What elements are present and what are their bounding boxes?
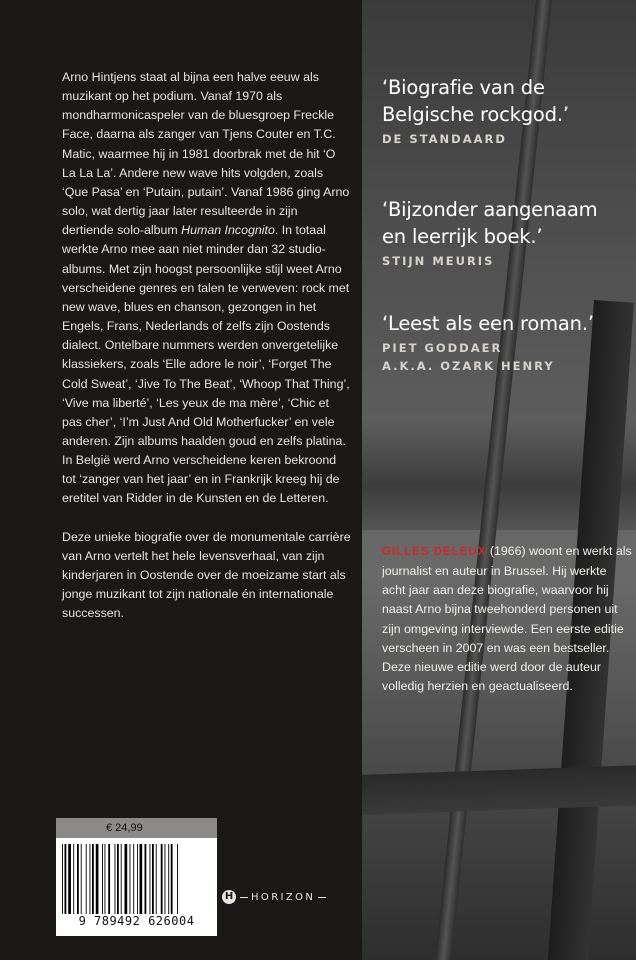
barcode-box	[56, 818, 217, 936]
barcode-stripe	[125, 844, 128, 914]
quote-line: ‘Biografie van de	[382, 76, 545, 99]
barcode-stripe	[133, 844, 134, 914]
barcode-stripe	[115, 844, 116, 914]
quote-source: DE STANDAARD	[382, 132, 507, 146]
album-title: Human Incognito	[181, 223, 275, 238]
barcode-stripe	[92, 844, 94, 914]
review-quote-1	[382, 74, 569, 148]
publisher-name: HORIZON	[251, 891, 316, 903]
blurb-paragraph-2: Deze unieke biografie over de monumentale carrière van Arno vertelt het hele levensverhaal, van zijn kinderjaren in Oostende over de moeizame start als jonge muzikant tot zijn nationale én internationale successen.	[62, 529, 351, 621]
barcode-stripe	[140, 844, 143, 914]
barcode-stripe	[102, 844, 103, 914]
author-bio	[382, 542, 632, 696]
barcode-stripe	[130, 844, 131, 914]
author-name: GILLES DELEUX	[382, 546, 487, 558]
horizon-logo-icon: H	[222, 890, 236, 904]
book-blurb	[62, 68, 352, 642]
barcode-stripe	[117, 844, 119, 914]
quote-line: ‘Leest als een roman.’	[382, 312, 594, 335]
logo-divider	[240, 897, 248, 898]
barcode-stripe	[86, 844, 87, 914]
barcode-stripe	[177, 844, 178, 914]
isbn-number: 9 789492 626004	[78, 914, 195, 928]
barcode-stripe	[137, 844, 138, 914]
barcode-stripe	[90, 844, 91, 914]
barcode-stripe	[65, 844, 67, 914]
barcode-stripe	[145, 844, 147, 914]
barcode-stripe	[96, 844, 99, 914]
barcode-stripe	[150, 844, 151, 914]
logo-divider	[318, 897, 326, 898]
barcode-stripe	[77, 844, 79, 914]
barcode-stripe	[68, 844, 71, 914]
barcode-stripe	[168, 844, 169, 914]
barcode-stripe	[156, 844, 157, 914]
price-bar	[56, 818, 217, 838]
blurb-paragraph-1	[62, 68, 352, 509]
barcode-stripe	[108, 844, 110, 914]
price-label: € 24,99	[106, 822, 143, 834]
quote-line: ‘Bijzonder aangenaam	[382, 198, 598, 221]
review-quote-3	[382, 310, 594, 375]
quote-source: PIET GODDAER	[382, 341, 503, 355]
review-quote-2	[382, 196, 597, 270]
quote-source: STIJN MEURIS	[382, 254, 495, 268]
barcode-stripe	[73, 844, 74, 914]
blurb-text-part-1: Arno Hintjens staat al bijna een halve eeuw als muzikant op het podium. Vanaf 1970 als mondharmonicaspeler van de bluesgroep Freckle Face, daarna als zanger van Tjens Couter en T.C. Matic, waarmee hij in 1981 doorbrak met de hit ‘O La La La’. Andere new wave hits volgden, zoals ‘Que Pasa’ en ‘Putain, putain’. Vanaf 1986 ging Arno solo, wat dertig jaar later resulteerde in zijn dertiende solo-album	[62, 70, 350, 238]
quote-line: Belgische rockgod.’	[382, 103, 569, 126]
barcode-stripe	[165, 844, 166, 914]
author-bio-text: (1966) woont en werkt als journalist en auteur in Brussel. Hij werkte acht jaar aan deze biografie, waarvoor hij naast Arno bijna tweehonderd personen uit zijn omgeving interviewde. Een eerste editie verscheen in 2007 en was een bestseller. Deze nieuwe editie werd door de auteur volledig herzien en geactualiseerd.	[382, 544, 632, 694]
barcode-graphic	[62, 844, 212, 914]
barcode-stripe	[161, 844, 163, 914]
barcode-stripe	[81, 844, 82, 914]
barcode-stripe	[121, 844, 122, 914]
publisher-logo	[222, 890, 326, 904]
blurb-text-part-2: . In totaal werkte Arno mee aan niet minder dan 32 studio-albums. Met zijn hoogst persoonlijke stijl weet Arno verscheidene genres en talen te verweven: rock met new wave, blues en chanson, gezongen in het Engels, Frans, Nederlands of zelfs zijn Oostends dialect. Ontelbare nummers werden onvergetelijke klassiekers, zoals ‘Elle adore le noir’, ‘Forget The Cold Sweat’, ‘Jive To The Beat’, ‘Whoop That Thing’, ‘Vive ma liberté’, ‘Les yeux de ma mère’, ‘Chic et pas cher’, ‘I’m Just And Old Motherfucker’ en vele anderen. Zijn albums haalden goud en zelfs platina. In België werd Arno verscheidene keren bekroond tot ‘zanger van het jaar’ en in Frankrijk kreeg hij de eretitel van Ridder in de Kunsten en de Letteren.	[62, 223, 350, 506]
quote-source-aka: A.K.A. OZARK HENRY	[382, 359, 555, 373]
barcode-stripe	[105, 844, 106, 914]
barcode-stripe	[152, 844, 154, 914]
quote-line: en leerrijk boek.’	[382, 225, 543, 248]
barcode-stripe	[171, 844, 173, 914]
barcode-stripe	[62, 844, 63, 914]
